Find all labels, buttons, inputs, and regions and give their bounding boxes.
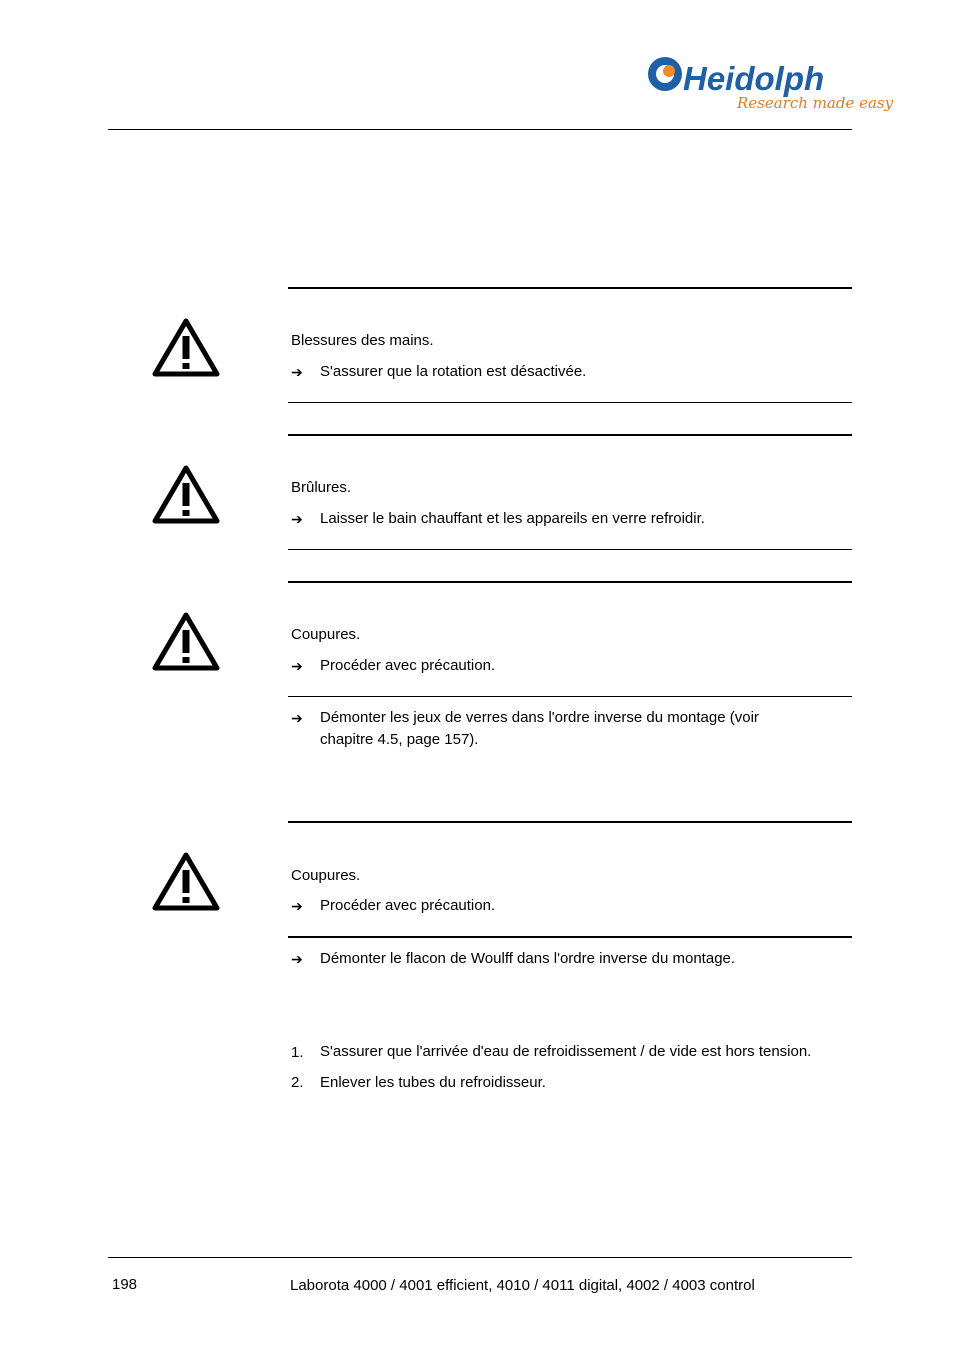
warning-hazard-text: Brûlures. — [291, 479, 352, 496]
step-text: Enlever les tubes du refroidisseur. — [320, 1074, 546, 1091]
arrow-icon: ➔ — [291, 710, 303, 726]
warning-top-rule — [288, 581, 852, 583]
warning-bottom-rule — [288, 696, 852, 697]
warning-triangle-icon — [152, 318, 220, 378]
warning-action-text: Procéder avec précaution. — [320, 897, 496, 914]
warning-top-rule — [288, 287, 852, 289]
logo-brand: Heidolph — [683, 60, 825, 97]
instruction-text: Démonter les jeux de verres dans l'ordre inverse du montage (voir — [320, 709, 759, 726]
warning-bottom-rule — [288, 549, 852, 550]
arrow-icon: ➔ — [291, 951, 303, 967]
heidolph-logo — [645, 52, 894, 114]
warning-action-text: S'assurer que la rotation est désactivée. — [320, 363, 587, 380]
warning-hazard-text: Coupures. — [291, 867, 361, 884]
warning-bottom-rule — [288, 402, 852, 403]
arrow-icon: ➔ — [291, 511, 303, 527]
arrow-icon: ➔ — [291, 658, 303, 674]
warning-hazard-text: Blessures des mains. — [291, 332, 434, 349]
instruction-text-cont: chapitre 4.5, page 157). — [320, 731, 479, 748]
footer-product: Laborota 4000 / 4001 efficient, 4010 / 4011 digital, 4002 / 4003 control — [290, 1277, 755, 1294]
warning-bottom-rule — [288, 936, 852, 938]
arrow-icon: ➔ — [291, 364, 303, 380]
arrow-icon: ➔ — [291, 898, 303, 914]
warning-top-rule — [288, 821, 852, 823]
step-number: 2. — [291, 1074, 304, 1091]
warning-triangle-icon — [152, 612, 220, 672]
warning-action-text: Laisser le bain chauffant et les appareils en verre refroidir. — [320, 510, 705, 527]
warning-hazard-text: Coupures. — [291, 626, 361, 643]
logo-tagline: Research made easy — [737, 94, 894, 112]
step-text: S'assurer que l'arrivée d'eau de refroidissement / de vide est hors tension. — [320, 1043, 812, 1060]
warning-action-text: Procéder avec précaution. — [320, 657, 496, 674]
step-number: 1. — [291, 1044, 304, 1061]
warning-triangle-icon — [152, 465, 220, 525]
footer-divider — [108, 1257, 852, 1258]
warning-top-rule — [288, 434, 852, 436]
page-number: 198 — [112, 1276, 138, 1293]
header-divider — [108, 129, 852, 130]
instruction-text: Démonter le flacon de Woulff dans l'ordre inverse du montage. — [320, 950, 736, 967]
warning-triangle-icon — [152, 852, 220, 912]
